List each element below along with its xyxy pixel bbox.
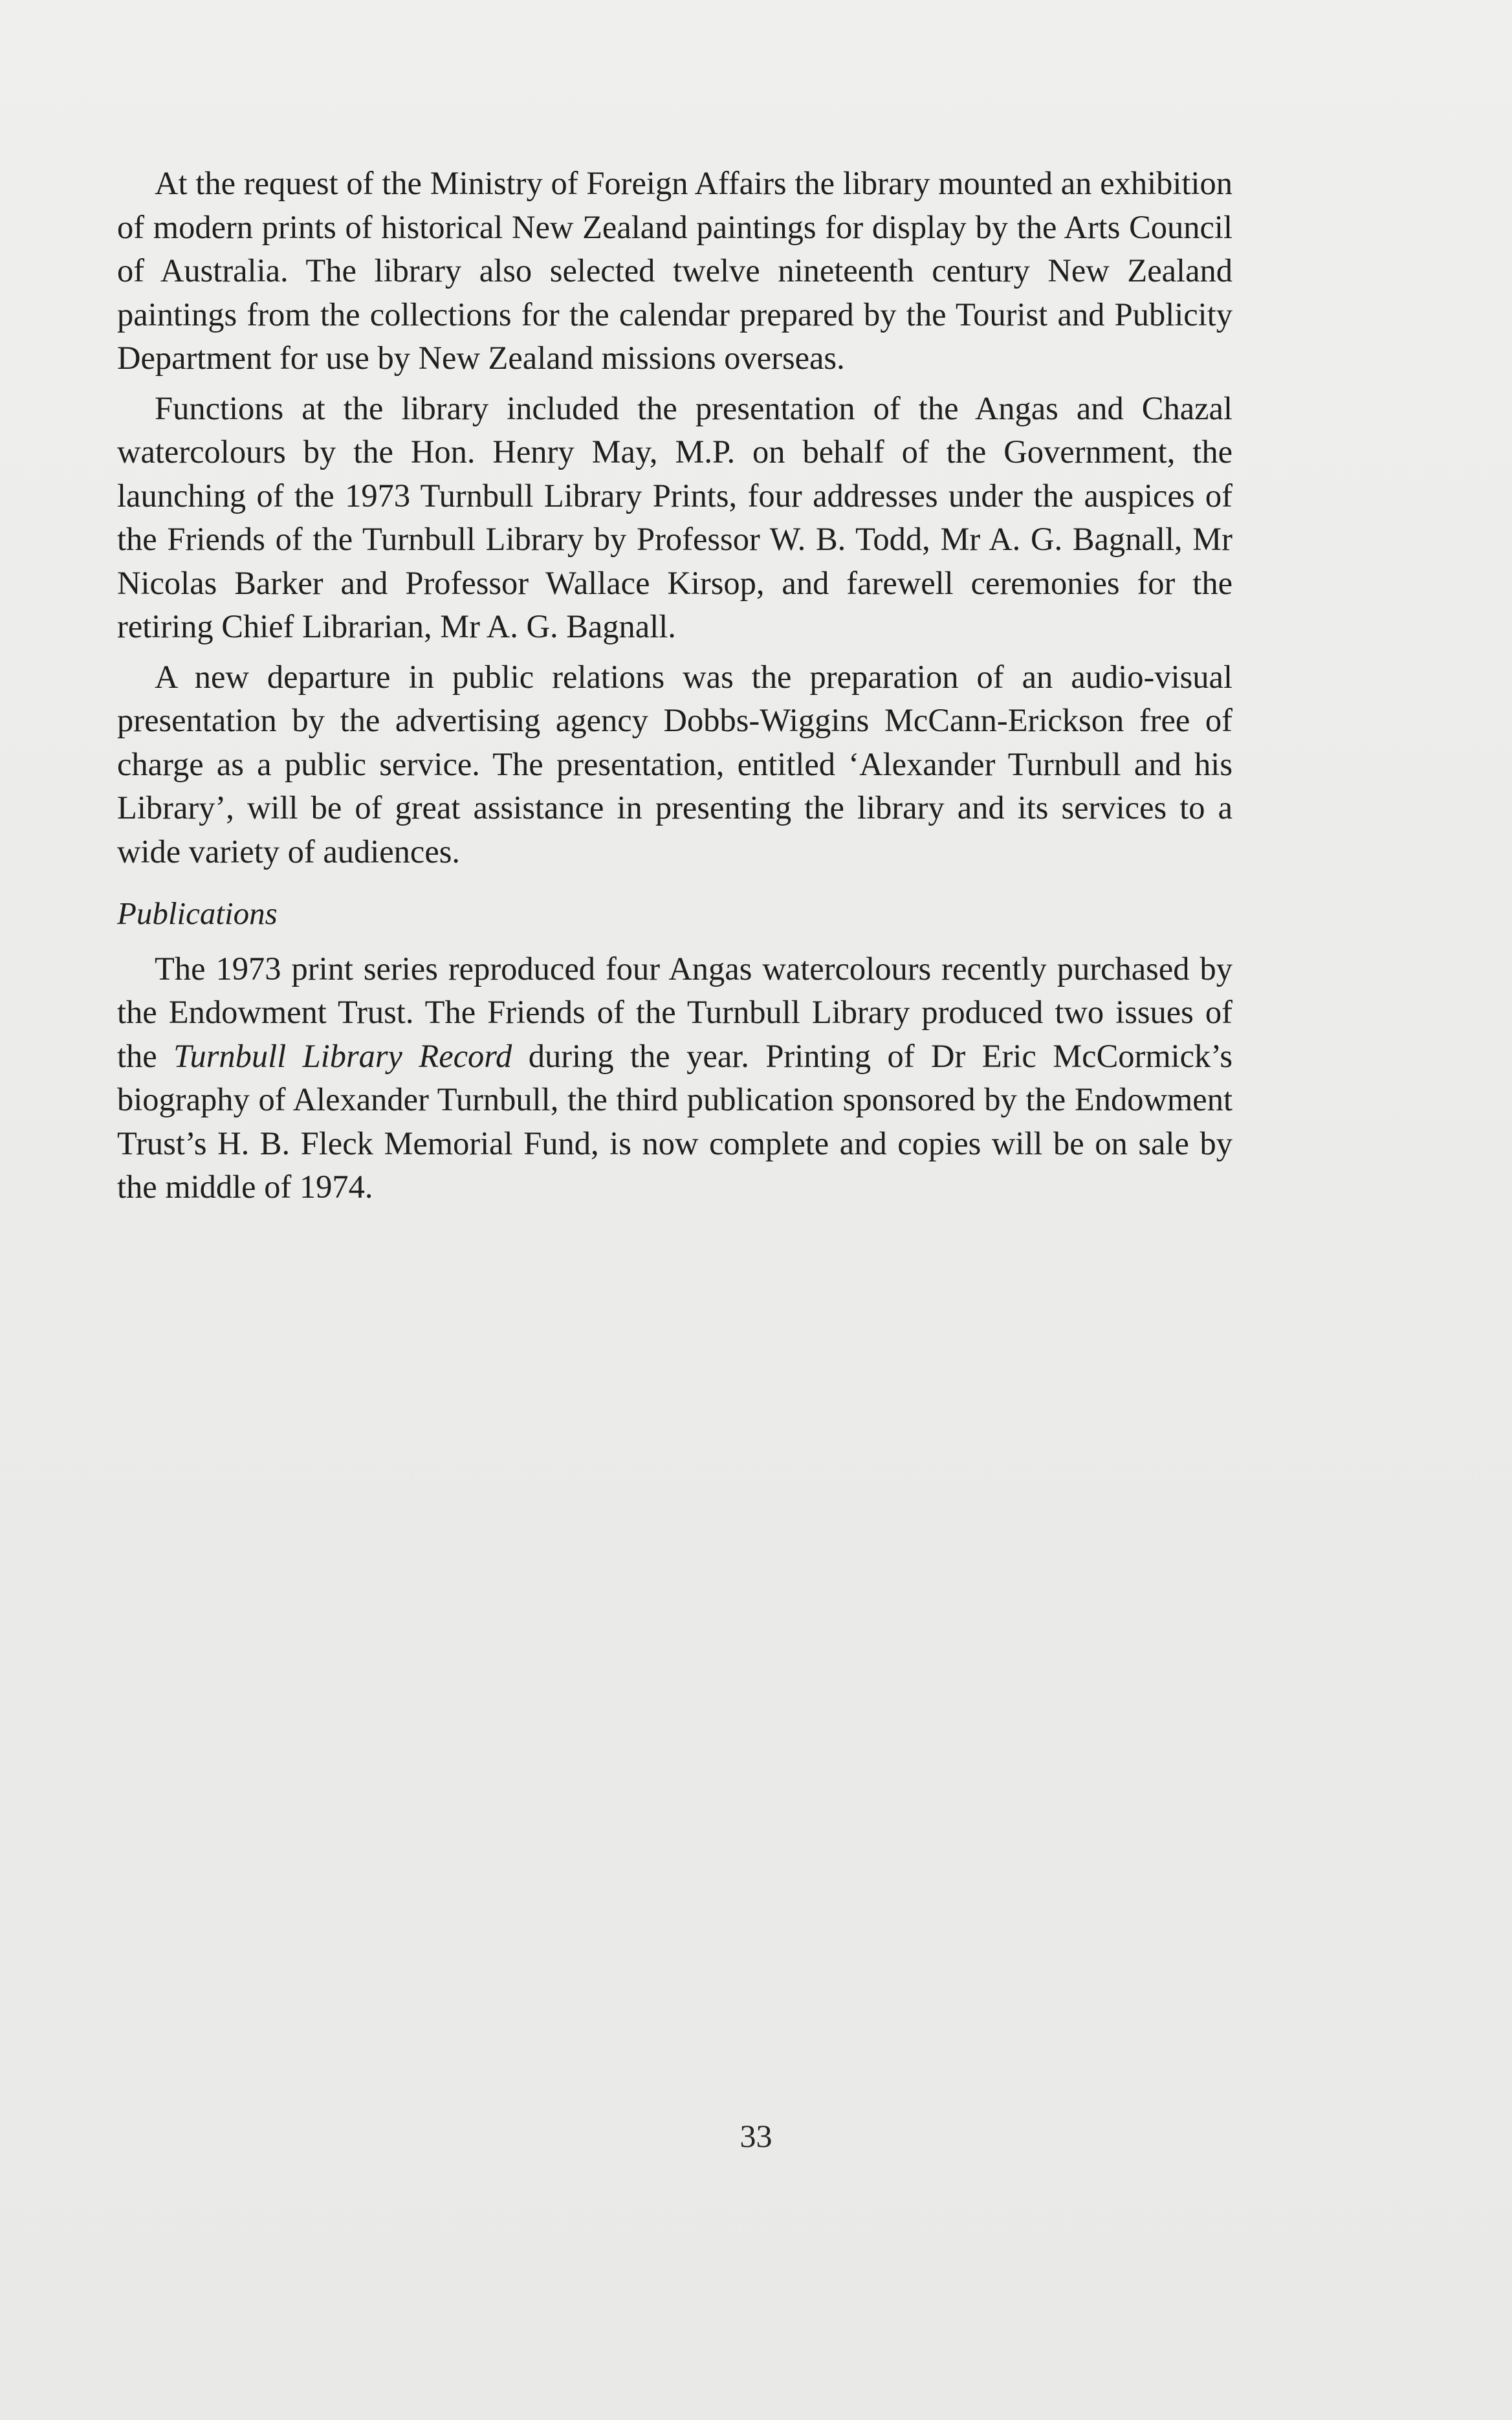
section-heading-publications: Publications bbox=[117, 896, 278, 931]
paragraph-exhibition: At the request of the Ministry of Foreign Affairs the library mounted an exhibition of modern prints of historical New Zealand paintings for display by the Arts Council of Australia. The library also selected twelve nineteenth century New Zealand paintings from the collections for the calendar prepared by the Tourist and Publicity Department for use by New Zealand missions overseas. bbox=[117, 165, 1233, 376]
publications-text-part2: during the year. Printing of Dr Eric McCormick’s biography of Alexander Turnbull, the third publication sponsored by the Endowment Trust’s H. B. Fleck Memorial Fund, is now complete and copies will be on sale by the middle of 1974. bbox=[117, 1037, 1233, 1205]
publication-title: Turnbull Library Record bbox=[173, 1037, 512, 1074]
paragraph-public-relations: A new departure in public relations was the preparation of an audio-visual presentation by the advertising agency Dobbs-Wiggins McCann-Erickson free of charge as a public service. The presentation, entitled ‘Alexander Turnbull and his Library’, will be of great assistance in presenting the library and its services to a wide variety of audiences. bbox=[117, 658, 1233, 870]
publications-text-part1: The 1973 print series reproduced four Angas watercolours recently purchased by the Endowment Trust. The Friends of the Turnbull Library produced two issues of the bbox=[117, 950, 1233, 1074]
paragraph-publications bbox=[117, 947, 1233, 1209]
body-text bbox=[117, 162, 1233, 1209]
paragraph-functions: Functions at the library included the presentation of the Angas and Chazal watercolours by the Hon. Henry May, M.P. on behalf of the Government, the launching of the 1973 Turnbull Library Prints, four addresses under the auspices of the Friends of the Turnbull Library by Professor W. B. Todd, Mr A. G. Bagnall, Mr Nicolas Barker and Professor Wallace Kirsop, and farewell ceremonies for the retiring Chief Librarian, Mr A. G. Bagnall. bbox=[117, 390, 1233, 644]
page-number: 33 bbox=[740, 2118, 772, 2154]
